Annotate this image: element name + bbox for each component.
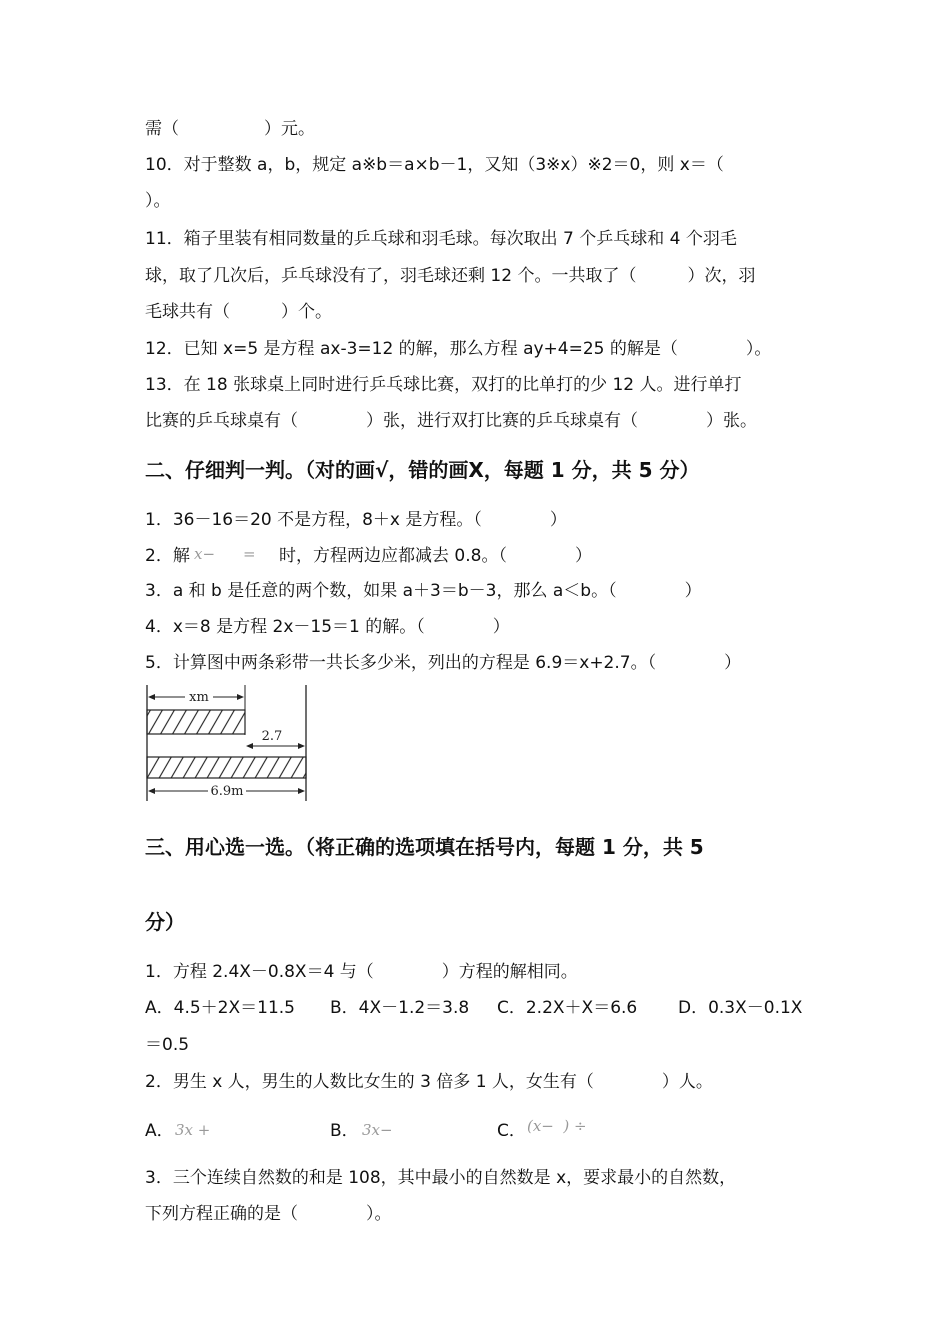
figure-label-top: xm — [189, 690, 209, 705]
equation-image: 3x + — [175, 1121, 211, 1139]
judge-q3: 3．a 和 b 是任意的两个数，如果 a＋3＝b－3，那么 a＜b。（ ） — [145, 581, 702, 601]
choice-q1: 1．方程 2.4X－0.8X＝4 与（ ）方程的解相同。 — [145, 962, 578, 982]
judge-q2-prefix: 2．解 — [145, 546, 190, 566]
ribbon-diagram — [140, 683, 315, 805]
figure-label-bottom: 6.9m — [210, 784, 244, 799]
equation-image: 3x− — [362, 1121, 393, 1139]
choice-q3: 3．三个连续自然数的和是 108，其中最小的自然数是 x，要求最小的自然数， — [145, 1168, 737, 1188]
equation-image: x− — [194, 545, 216, 563]
choice-q2-option-a: A． — [145, 1121, 174, 1141]
choice-q1-option-a: A．4.5＋2X＝11.5 — [145, 998, 295, 1018]
choice-q1-option-c: C．2.2X＋X＝6.6 — [497, 998, 638, 1018]
choice-q1-option-d: D．0.3X－0.1X — [678, 998, 803, 1018]
judge-q2-suffix: 时，方程两边应都减去 0.8。（ ） — [279, 546, 592, 566]
text-line: 需（ ）元。 — [145, 119, 315, 139]
text-line: 下列方程正确的是（ ）。 — [145, 1204, 392, 1224]
equation-image: = — [243, 545, 256, 563]
question-13: 13．在 18 张球桌上同时进行乒乓球比赛，双打的比单打的少 12 人。进行单打 — [145, 375, 742, 395]
figure-label-mid: 2.7 — [261, 729, 283, 744]
question-10: 10．对于整数 a，b，规定 a※b＝a×b－1，又知（3※x）※2＝0，则 x＝（ — [145, 155, 724, 175]
text-line: 比赛的乒乓球桌有（ ）张，进行双打比赛的乒乓球桌有（ ）张。 — [145, 411, 757, 431]
text-line: ）。 — [145, 191, 171, 211]
section-3-title-cont: 分） — [145, 910, 185, 934]
judge-q5: 5．计算图中两条彩带一共长多少米，列出的方程是 6.9＝x+2.7。（ ） — [145, 653, 742, 673]
text-line: 球，取了几次后，乒乓球没有了，羽毛球还剩 12 个。一共取了（ ）次，羽 — [145, 266, 756, 286]
choice-q2: 2．男生 x 人，男生的人数比女生的 3 倍多 1 人，女生有（ ）人。 — [145, 1072, 713, 1092]
choice-q2-option-c: C． — [497, 1121, 526, 1141]
text-line: 毛球共有（ ）个。 — [145, 302, 332, 322]
choice-q2-option-b: B． — [330, 1121, 359, 1141]
equation-image: (x− ) ÷ — [527, 1117, 587, 1135]
question-12: 12．已知 x=5 是方程 ax-3=12 的解，那么方程 ay+4=25 的解是（ ）。 — [145, 339, 772, 359]
section-2-title: 二、仔细判一判。（对的画√，错的画X，每题 1 分，共 5 分） — [145, 458, 700, 482]
choice-q1-option-d-cont: ＝0.5 — [145, 1035, 190, 1055]
judge-q1: 1．36－16＝20 不是方程，8＋x 是方程。（ ） — [145, 510, 567, 530]
judge-q4: 4．x＝8 是方程 2x－15＝1 的解。（ ） — [145, 617, 510, 637]
choice-q1-option-b: B．4X－1.2＝3.8 — [330, 998, 470, 1018]
question-11: 11．箱子里装有相同数量的乒乓球和羽毛球。每次取出 7 个乒乓球和 4 个羽毛 — [145, 229, 737, 249]
section-3-title: 三、用心选一选。（将正确的选项填在括号内，每题 1 分，共 5 — [145, 835, 704, 859]
